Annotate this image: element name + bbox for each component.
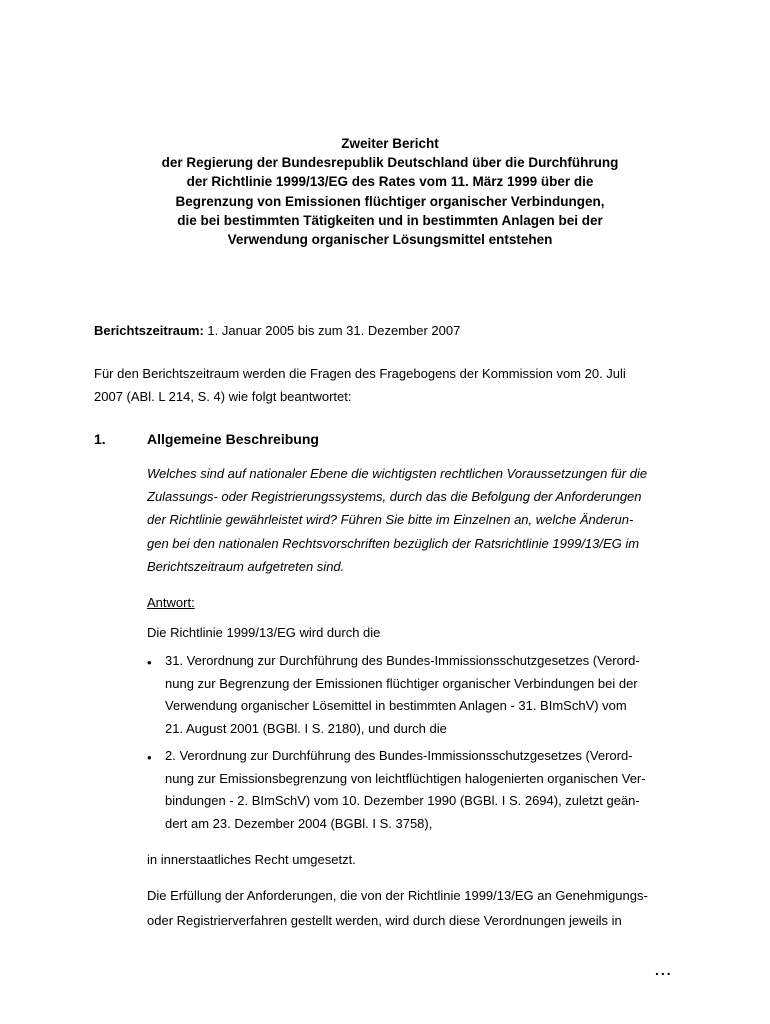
- paragraph-line: oder Registrierverfahren gestellt werden, wird durch diese Verordnungen jeweils in: [147, 913, 622, 928]
- title-line: der Regierung der Bundesrepublik Deutschland über die Durchführung: [161, 155, 619, 171]
- question-line: der Richtlinie gewährleistet wird? Führen Sie bitte im Einzelnen an, welche Änderun-: [147, 512, 634, 528]
- bullet-line: 2. Verordnung zur Durchführung des Bundes-Immissionsschutzgesetzes (Verord-: [165, 748, 633, 763]
- reporting-period-label: Berichtszeitraum:: [94, 323, 204, 338]
- question-line: Berichtszeitraum aufgetreten sind.: [147, 558, 345, 574]
- bullet-marker: •: [147, 655, 152, 670]
- after-bullets-text: in innerstaatliches Recht umgesetzt.: [147, 852, 356, 867]
- title-line: Zweiter Bericht: [341, 136, 439, 151]
- bullet-line: 21. August 2001 (BGBl. I S. 2180), und durch die: [165, 720, 447, 736]
- bullet-line: bindungen - 2. BImSchV) vom 10. Dezember 1990 (BGBl. I S. 2694), zuletzt geän-: [165, 793, 640, 808]
- reporting-period: [94, 323, 460, 338]
- bullet-line: dert am 23. Dezember 2004 (BGBl. I S. 3758),: [165, 815, 433, 831]
- answer-intro: Die Richtlinie 1999/13/EG wird durch die: [147, 625, 381, 640]
- bullet-line: nung zur Begrenzung der Emissionen flüchtiger organischer Verbindungen bei der: [165, 675, 638, 691]
- reporting-period-value: 1. Januar 2005 bis zum 31. Dezember 2007: [203, 323, 461, 338]
- report-title: [80, 134, 700, 249]
- bullet-item: [165, 650, 640, 740]
- continuation-mark: ...: [655, 962, 673, 978]
- question-line: Welches sind auf nationaler Ebene die wichtigsten rechtlichen Voraussetzungen für die: [147, 466, 648, 481]
- title-line: der Richtlinie 1999/13/EG des Rates vom 11. März 1999 über die: [186, 174, 594, 190]
- intro-line: 2007 (ABl. L 214, S. 4) wie folgt beantwortet:: [94, 389, 352, 404]
- intro-line: Für den Berichtszeitraum werden die Fragen des Fragebogens der Kommission vom 20. Juli: [94, 366, 626, 381]
- title-line: Begrenzung von Emissionen flüchtiger organischer Verbindungen,: [175, 193, 605, 209]
- section-heading: Allgemeine Beschreibung: [147, 431, 319, 447]
- paragraph-line: Die Erfüllung der Anforderungen, die von der Richtlinie 1999/13/EG an Genehmigungs-: [147, 888, 648, 903]
- bullet-marker: •: [147, 750, 152, 765]
- title-line: Verwendung organischer Lösungsmittel entstehen: [227, 232, 553, 248]
- section-number: 1.: [94, 431, 106, 447]
- question-line: Zulassungs- oder Registrierungssystems, durch das die Befolgung der Anforderungen: [147, 489, 642, 505]
- bullet-line: Verwendung organischer Lösemittel in bestimmten Anlagen - 31. BImSchV) vom: [165, 698, 627, 713]
- body-paragraph: [147, 883, 648, 933]
- question-line: gen bei den nationalen Rechtsvorschriften bezüglich der Ratsrichtlinie 1999/13/EG im: [147, 535, 640, 551]
- title-line: die bei bestimmten Tätigkeiten und in bestimmten Anlagen bei der: [177, 212, 603, 228]
- answer-label: Antwort:: [147, 595, 195, 610]
- question-text: [147, 462, 707, 578]
- bullet-line: nung zur Emissionsbegrenzung von leichtflüchtigen halogenierten organischen Ver-: [165, 770, 646, 786]
- intro-paragraph: [94, 362, 694, 408]
- bullet-item: [165, 745, 646, 835]
- bullet-line: 31. Verordnung zur Durchführung des Bundes-Immissionsschutzgesetzes (Verord-: [165, 653, 640, 668]
